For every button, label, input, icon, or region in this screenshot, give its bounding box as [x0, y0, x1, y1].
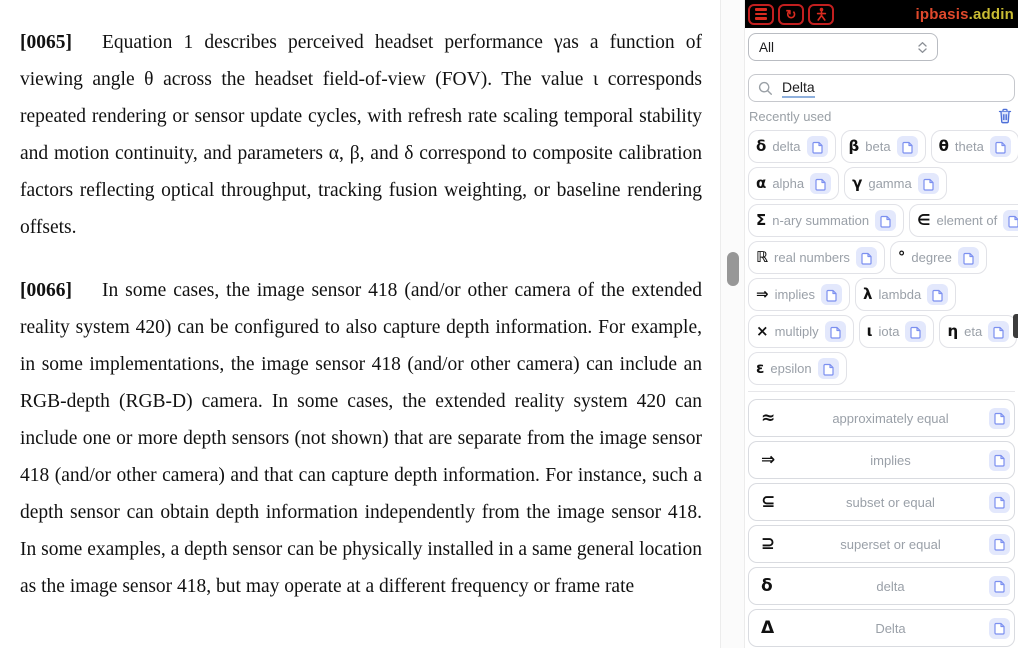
recent-symbol-chip[interactable] [939, 315, 1017, 348]
symbol-result-row[interactable] [748, 525, 1015, 563]
recent-symbol-chip[interactable] [748, 315, 854, 348]
copy-button[interactable] [989, 450, 1010, 471]
paragraph-0066 [20, 272, 702, 605]
copy-button[interactable] [810, 173, 831, 194]
symbol-label: implies [774, 287, 816, 302]
symbol-glyph: ∈ [917, 211, 931, 229]
recent-chips [745, 128, 1018, 385]
copy-icon [992, 325, 1005, 339]
symbol-label: n-ary summation [772, 213, 870, 228]
symbol-glyph: ≈ [761, 408, 776, 428]
refresh-button[interactable] [778, 4, 804, 25]
recent-symbol-chip[interactable] [859, 315, 935, 348]
copy-icon [993, 495, 1006, 509]
copy-icon [814, 177, 827, 191]
panel-scrollbar-thumb[interactable] [1013, 314, 1018, 338]
symbol-label: superset or equal [840, 536, 941, 552]
copy-button[interactable] [990, 136, 1011, 157]
paragraph-body: In some cases, the image sensor 418 (and/or other camera of the extended reality system 420) can be configured to also capture depth information. For example, in some implementations, the image sensor 418 (and/or other camera) can include an RGB-depth (RGB-D) camera. In some cases, the extended reality system 420 can include one or more depth sensors (not shown) that are separate from the image sensor 418 (and/or other camera) and that can capture depth information. For instance, such a depth sensor can obtain depth information independently from the image sensor 418. In some examples, a depth sensor can be physically installed in a same general location as the image sensor 418, but may operate at a different frequency or frame rate [20, 280, 702, 597]
divider [748, 391, 1015, 392]
symbol-label: lambda [878, 287, 922, 302]
menu-button[interactable] [748, 4, 774, 25]
symbol-label: beta [865, 139, 891, 154]
symbol-result-row[interactable] [748, 441, 1015, 479]
copy-icon [922, 177, 935, 191]
copy-icon [811, 140, 824, 154]
person-button[interactable] [808, 4, 834, 25]
symbol-result-row[interactable] [748, 483, 1015, 521]
symbol-result-row[interactable] [748, 609, 1015, 647]
trash-icon [998, 108, 1012, 124]
copy-icon [822, 362, 835, 376]
chip-row [748, 241, 1015, 274]
symbol-label: subset or equal [846, 494, 935, 510]
copy-icon [993, 453, 1006, 467]
symbol-label: epsilon [770, 361, 812, 376]
chip-row [748, 167, 1015, 200]
symbol-label: Delta [875, 620, 906, 636]
symbol-glyph: ⇒ [756, 285, 769, 303]
copy-icon [993, 579, 1006, 593]
recent-symbol-chip[interactable] [748, 167, 839, 200]
paragraph-0065 [20, 24, 702, 246]
chip-row [748, 278, 1015, 311]
search-value: Delta [782, 79, 815, 98]
clear-recent-button[interactable] [998, 108, 1012, 124]
symbol-glyph: γ [852, 174, 863, 192]
copy-icon [901, 140, 914, 154]
category-select[interactable] [748, 33, 938, 61]
menu-icon [755, 8, 767, 11]
symbol-glyph: ⇒ [761, 450, 776, 470]
copy-button[interactable] [821, 284, 842, 305]
recent-symbol-chip[interactable] [748, 130, 836, 163]
copy-icon [931, 288, 944, 302]
symbol-glyph: λ [863, 285, 873, 303]
recent-symbol-chip[interactable] [748, 352, 847, 385]
symbol-glyph: ⊇ [761, 534, 776, 554]
search-results-list [745, 399, 1018, 647]
copy-button[interactable] [989, 492, 1010, 513]
symbol-label: theta [954, 139, 984, 154]
copy-icon [825, 288, 838, 302]
symbol-glyph: ° [897, 248, 906, 266]
copy-icon [993, 411, 1006, 425]
recent-symbol-chip[interactable] [890, 241, 987, 274]
copy-button[interactable] [989, 618, 1010, 639]
symbol-label: delta [772, 139, 801, 154]
refresh-icon: ↻ [785, 6, 797, 22]
recent-symbol-chip[interactable] [844, 167, 947, 200]
symbol-glyph: × [756, 322, 769, 340]
document-scrollbar-track[interactable] [720, 0, 745, 648]
symbol-label: delta [876, 578, 905, 594]
symbol-glyph: ⊆ [761, 492, 776, 512]
symbol-label: gamma [868, 176, 912, 191]
recent-symbol-chip[interactable] [841, 130, 926, 163]
copy-icon [993, 537, 1006, 551]
copy-button[interactable] [875, 210, 896, 231]
search-icon [758, 81, 773, 96]
copy-button[interactable] [989, 576, 1010, 597]
paragraph-tag: [0066] [20, 280, 72, 301]
recent-symbol-chip[interactable] [931, 130, 1018, 163]
paragraph-tag: [0065] [20, 32, 72, 53]
symbol-label: alpha [772, 176, 805, 191]
chevron-up-down-icon [918, 42, 927, 53]
symbol-glyph: Σ [756, 211, 767, 229]
symbol-result-row[interactable] [748, 399, 1015, 437]
copy-icon [879, 214, 892, 228]
recent-symbol-chip[interactable] [748, 204, 904, 237]
person-icon [815, 7, 828, 21]
copy-button[interactable] [989, 408, 1010, 429]
symbol-label: multiply [774, 324, 819, 339]
paragraph-body: Equation 1 describes perceived headset performance γas a function of viewing angle θ across the headset field-of-view (FOV). The value ι corresponds repeated rendering or sensor update cycles, with refresh rate scaling temporal stability and motion continuity, and parameters α, β, and δ correspond to composite calibration factors reflecting optical throughput, tracking fusion weighting, or baseline rendering offsets. [20, 32, 702, 238]
symbol-label: degree [911, 250, 952, 265]
symbol-glyph: Δ [761, 618, 775, 638]
copy-icon [860, 251, 873, 265]
addin-header [745, 0, 1018, 28]
symbol-label: approximately equal [832, 410, 949, 426]
copy-button[interactable] [825, 321, 846, 342]
addin-panel [745, 0, 1018, 648]
symbol-glyph: θ [938, 137, 949, 155]
search-input[interactable] [748, 74, 1015, 102]
copy-button[interactable] [927, 284, 948, 305]
symbol-label: element of [936, 213, 998, 228]
recent-symbol-chip[interactable] [748, 278, 850, 311]
symbol-result-row[interactable] [748, 567, 1015, 605]
copy-button[interactable] [818, 358, 839, 379]
symbol-label: real numbers [774, 250, 850, 265]
copy-icon [962, 251, 975, 265]
recently-used-label: Recently used [749, 108, 832, 124]
copy-button[interactable] [807, 136, 828, 157]
document-scrollbar-thumb[interactable] [727, 252, 739, 286]
copy-button[interactable] [918, 173, 939, 194]
copy-button[interactable] [856, 247, 877, 268]
copy-button[interactable] [958, 247, 979, 268]
copy-button[interactable] [989, 534, 1010, 555]
copy-button[interactable] [988, 321, 1009, 342]
category-select-value: All [759, 39, 775, 55]
symbol-glyph: δ [761, 576, 773, 596]
symbol-glyph: β [848, 137, 860, 155]
recent-symbol-chip[interactable] [855, 278, 956, 311]
symbol-glyph: ℝ [756, 248, 769, 266]
copy-button[interactable] [905, 321, 926, 342]
copy-button[interactable] [1003, 210, 1018, 231]
symbol-label: implies [870, 452, 911, 468]
symbol-glyph: δ [756, 137, 767, 155]
recently-used-row [745, 102, 1018, 128]
addin-title: ipbasis.addin [915, 5, 1014, 23]
copy-icon [909, 325, 922, 339]
symbol-glyph: η [947, 322, 959, 340]
copy-icon [829, 325, 842, 339]
chip-row [748, 130, 1015, 163]
symbol-label: iota [878, 324, 900, 339]
chip-row [748, 204, 1015, 237]
chip-row [748, 315, 1015, 348]
copy-icon [1007, 214, 1018, 228]
copy-button[interactable] [897, 136, 918, 157]
copy-icon [994, 140, 1007, 154]
symbol-glyph: ι [866, 322, 873, 340]
symbol-glyph: α [756, 174, 767, 192]
chip-row [748, 352, 1015, 385]
copy-icon [993, 621, 1006, 635]
recent-symbol-chip[interactable] [748, 241, 885, 274]
symbol-label: eta [964, 324, 983, 339]
symbol-glyph: ε [756, 359, 765, 377]
recent-symbol-chip[interactable] [909, 204, 1018, 237]
